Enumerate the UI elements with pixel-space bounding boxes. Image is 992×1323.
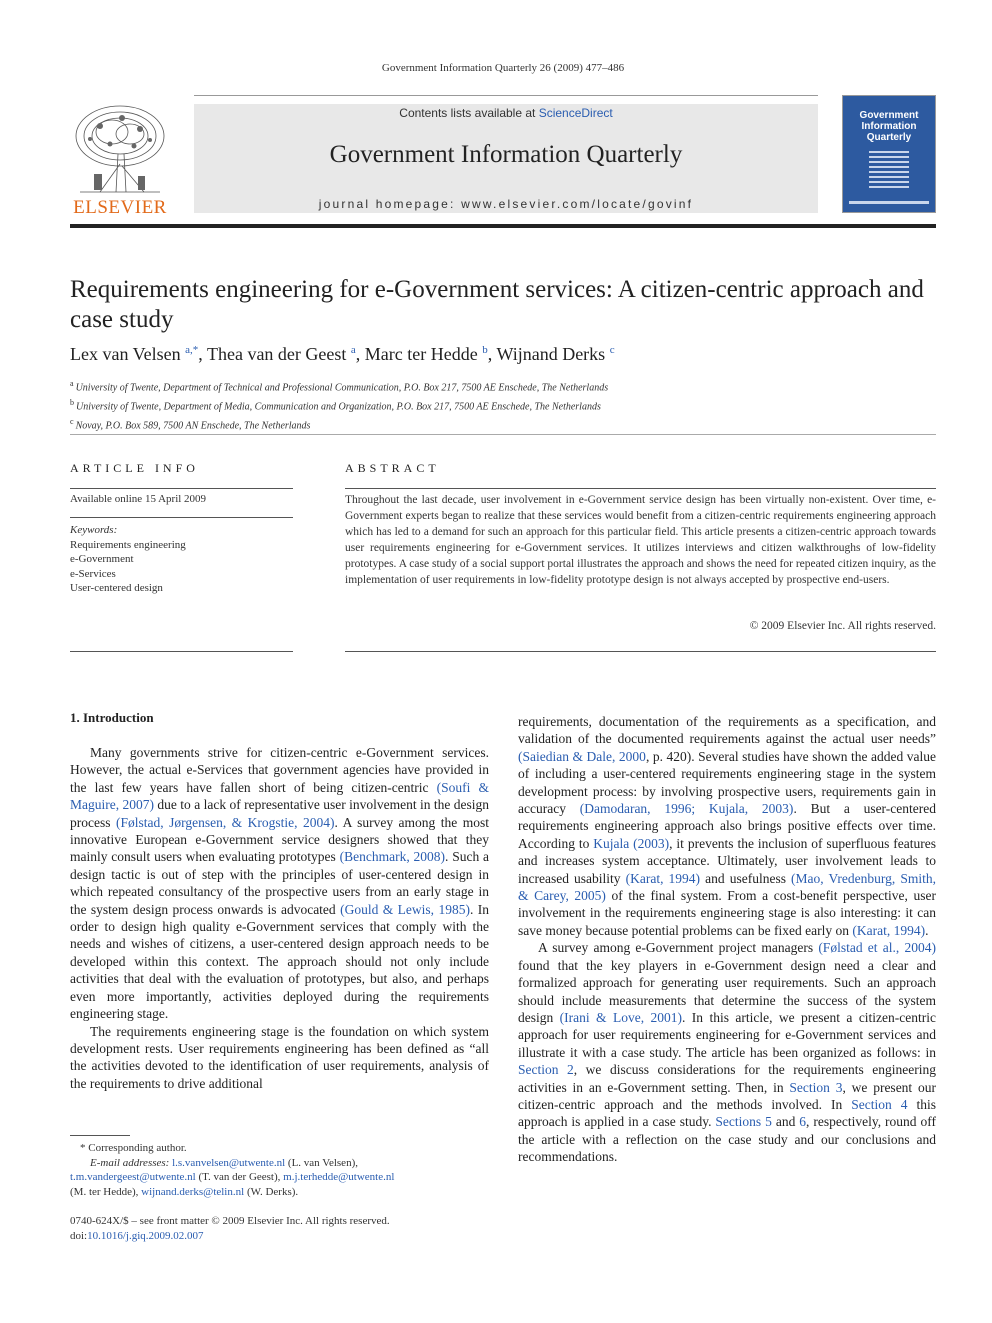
header-top-rule <box>194 95 818 96</box>
email-owner: (T. van der Geest), <box>195 1171 284 1183</box>
citation-link[interactable]: (Følstad et al., 2004) <box>818 940 936 956</box>
text-run: . <box>925 922 929 938</box>
journal-title: Government Information Quarterly <box>329 141 683 168</box>
citation-link[interactable]: Section 4 <box>851 1096 908 1112</box>
text-run: . In this article, we present a citizen-centric approach for user requirements engineering for e-Government services and illustrate it with a case study. The article has been organized as follows: in <box>518 1009 937 1060</box>
author-affiliation-marker[interactable]: c <box>609 344 615 356</box>
email-line <box>70 1170 489 1185</box>
cover-text-lines <box>869 151 909 191</box>
email-owner: (W. Derks). <box>244 1185 299 1198</box>
author-separator: , <box>198 344 207 364</box>
citation-link[interactable]: (Irani & Love, 2001) <box>559 1009 682 1025</box>
text-run: found that the key players in e-Government design need a clear and formalized approach for generating user requirements. Such an approach should include measurements that determine the success of the system design <box>518 957 936 1025</box>
email-link[interactable]: t.m.vandergeest@utwente.nl <box>70 1171 196 1183</box>
text-run: of the final system. From a cost-benefit perspective, user involvement in the requirements engineering stage is also interesting: it can save money because potential problems can be fixed early on <box>518 888 936 938</box>
doi-line: doi:10.1016/j.giq.2009.02.007 <box>70 1229 204 1242</box>
affiliation-marker: a <box>70 379 76 388</box>
cover-footer-line <box>849 201 929 204</box>
affiliation-text: University of Twente, Department of Technical and Professional Communication, P.O. Box 217, 7500 AE Enschede, The Netherlands <box>75 382 609 394</box>
affiliation-text: Novay, P.O. Box 589, 7500 AN Enschede, The Netherlands <box>75 419 311 431</box>
text-run: , it prevents the inclusion of superfluous features and increases system acceptance. Ultimately, user involvement leads to increased usability <box>518 835 936 886</box>
author-list <box>70 344 936 365</box>
email-link[interactable]: m.j.terhedde@utwente.nl <box>283 1171 395 1183</box>
email-owner: (L. van Velsen), <box>285 1156 358 1169</box>
text-run: , respectively, round off the article with a reflection on the case study and our conclusions and recommendations. <box>518 1114 937 1165</box>
keyword: Requirements engineering <box>70 538 186 551</box>
citation-link[interactable]: (Mao, Vredenburg, Smith, & Carey, 2005) <box>518 870 936 904</box>
citation-link[interactable]: (Damodaran, 1996; Kujala, 2003) <box>579 801 794 817</box>
citation-link[interactable]: (Benchmark, 2008) <box>339 849 446 865</box>
affiliation-marker: b <box>70 397 76 407</box>
affiliation-text: University of Twente, Department of Media, Communication and Organization, P.O. Box 217, 7500 AE Enschede, The Netherlands <box>76 401 601 413</box>
citation-link[interactable]: (Soufi & Maguire, 2007) <box>70 779 489 813</box>
email-link[interactable]: l.s.vanvelsen@utwente.nl <box>172 1156 286 1169</box>
keyword: e-Government <box>70 553 134 565</box>
affiliation-marker: c <box>70 416 76 426</box>
text-run: , we discuss considerations for the requirements engineering activities in an e-Government setting. Then, in <box>518 1062 937 1095</box>
citation-link[interactable]: (Følstad, Jørgensen, & Krogstie, 2004) <box>115 814 335 830</box>
abstract-heading: ABSTRACT <box>345 461 440 475</box>
citation-link[interactable]: (Karat, 1994) <box>852 922 926 938</box>
author-separator: , <box>355 344 365 364</box>
elsevier-wordmark: ELSEVIER <box>73 197 167 218</box>
author-name: Wijnand Derks <box>496 344 610 364</box>
citation-link[interactable]: Section 3 <box>789 1079 843 1095</box>
footnote-rule <box>70 1135 130 1136</box>
author-affiliation-marker[interactable]: a <box>350 344 356 356</box>
article-info-rule-2 <box>70 517 293 518</box>
abstract-copyright: © 2009 Elsevier Inc. All rights reserved. <box>749 620 936 632</box>
text-run: Many governments strive for citizen-centric e-Government services. However, the actual e-Services that government agencies have provided in the last few years have fallen short of being citizen-centric <box>70 745 489 795</box>
issn-line: 0740-624X/$ – see front matter © 2009 Elsevier Inc. All rights reserved. <box>70 1215 390 1227</box>
citation-link[interactable]: Section 2 <box>518 1062 574 1078</box>
body-column-right <box>518 713 936 1166</box>
text-run: requirements, documentation of the requirements as a specification, and validation of the documented requirements against the actual user needs” <box>518 714 936 747</box>
citation-link[interactable]: (Gould & Lewis, 1985) <box>340 901 470 917</box>
introduction-heading: 1. Introduction <box>70 710 154 725</box>
text-run: and <box>771 1114 800 1130</box>
author-separator: , <box>487 344 497 364</box>
cover-title: Government Information Quarterly <box>859 110 919 143</box>
text-run: due to a lack of representative user involvement in the design process <box>70 797 490 830</box>
keywords-block <box>70 523 293 596</box>
citation-link[interactable]: (Karat, 1994) <box>625 870 701 886</box>
text-run: . Such a design tactic is out of step with the principles of user-centered design in which repeated consultancy of the prospective users from an early stage in the system design process onwards is advocated <box>70 849 490 917</box>
keywords-label: Keywords: <box>70 524 118 536</box>
article-info-bottom-rule <box>70 651 293 652</box>
paragraph <box>70 744 489 1023</box>
paragraph <box>518 713 936 939</box>
author-affiliation-marker[interactable]: b <box>482 344 488 356</box>
email-label: E-mail addresses: <box>90 1156 173 1169</box>
author-name: Marc ter Hedde <box>364 344 483 364</box>
keyword: User-centered design <box>70 582 163 594</box>
email-link[interactable]: wijnand.derks@telin.nl <box>141 1185 245 1198</box>
divider-rule <box>70 434 936 435</box>
article-info-heading: ARTICLE INFO <box>70 461 199 475</box>
affiliations <box>70 377 936 433</box>
contents-prefix: Contents lists available at <box>399 106 539 120</box>
citation-link[interactable]: 6 <box>799 1114 807 1130</box>
doi-link[interactable]: 10.1016/j.giq.2009.02.007 <box>87 1229 204 1242</box>
email-line <box>70 1156 489 1171</box>
corresponding-author-note: * Corresponding author. <box>80 1142 187 1154</box>
abstract-bottom-rule <box>345 651 936 652</box>
citation-link[interactable]: Sections 5 <box>715 1114 772 1130</box>
paragraph <box>70 1023 489 1093</box>
text-run: The requirements engineering stage is the foundation on which system development rests. User requirements engineering has been defined as “all the activities devoted to the identification of user requirements, analysis of the requirements to drive additional <box>70 1023 489 1091</box>
sciencedirect-link[interactable]: ScienceDirect <box>538 106 613 120</box>
text-run: . A survey among the most innovative European e-Government service designers showed that they mainly consult users when evaluating prototypes <box>70 814 489 865</box>
journal-citation: Government Information Quarterly 26 (2009) 477–486 <box>381 62 625 74</box>
citation-link[interactable]: Kujala (2003) <box>593 835 670 851</box>
text-run: , we present our citizen-centric approach and the methods involved. In <box>518 1079 936 1112</box>
article-title: Requirements engineering for e-Government services: A citizen-centric approach and case study <box>70 276 924 333</box>
available-online: Available online 15 April 2009 <box>70 493 207 505</box>
contents-line <box>194 106 818 120</box>
author-affiliation-marker[interactable]: a,* <box>185 344 199 356</box>
keyword: e-Services <box>70 567 116 580</box>
text-run: and usefulness <box>700 870 792 886</box>
affiliation-line <box>70 415 936 434</box>
footnotes <box>70 1141 489 1199</box>
text-run: this approach is applied in a case study. <box>518 1096 937 1130</box>
journal-homepage[interactable]: journal homepage: www.elsevier.com/locate/govinf <box>318 197 694 211</box>
text-run: . But a user-centered requirements engineering approach also brings positive effects over time. According to <box>518 801 936 851</box>
header-thick-rule <box>70 224 936 228</box>
email-owner: (M. ter Hedde), <box>70 1185 142 1198</box>
article-info-rule <box>70 488 293 489</box>
citation-link[interactable]: (Saiedian & Dale, 2000 <box>518 748 646 764</box>
abstract-rule <box>345 488 936 489</box>
journal-cover-thumbnail <box>842 95 936 213</box>
affiliation-line <box>70 377 936 396</box>
body-column-left <box>70 744 489 1092</box>
abstract-text: Throughout the last decade, user involvement in e-Government service design has been virtually non-existent. Over time, e-Government experts began to realize that these services would benefit from a citizen-centric requirements engineering approach which has led to a demand for such an approach for this particular field. This article presents a citizen-centric approach towards user requirements engineering for e-Government services. It utilizes interviews and citizen walkthroughs of low-fidelity prototypes. A case study of a social support portal illustrates the approach and shows the need for repeated citizen inquiry, as the implementation of user requirements in low-fidelity prototype design is not always accepted by prospective end-users. <box>345 494 936 586</box>
text-run: A survey among e-Government project managers <box>538 940 819 956</box>
author-name: Thea van der Geest <box>206 344 351 364</box>
front-matter <box>70 1214 489 1243</box>
author-name: Lex van Velsen <box>70 344 186 364</box>
text-run: , p. 420). Several studies have shown the added value of including a user-centered requirements engineering stage in the system development process: by involving prospective users, requirements gain in accuracy <box>518 748 936 817</box>
affiliation-line <box>70 396 936 415</box>
paragraph <box>518 939 936 1165</box>
email-line <box>70 1185 489 1200</box>
text-run: . In order to design high quality e-Government services that comply with the needs and wishes of citizens, a user-centered design approach needs to be developed within this context. The approach should not only include activities that deal with the evaluation of prototypes, but also, and perhaps even more importantly, activities deployed during the requirements engineering stage. <box>70 901 489 1022</box>
